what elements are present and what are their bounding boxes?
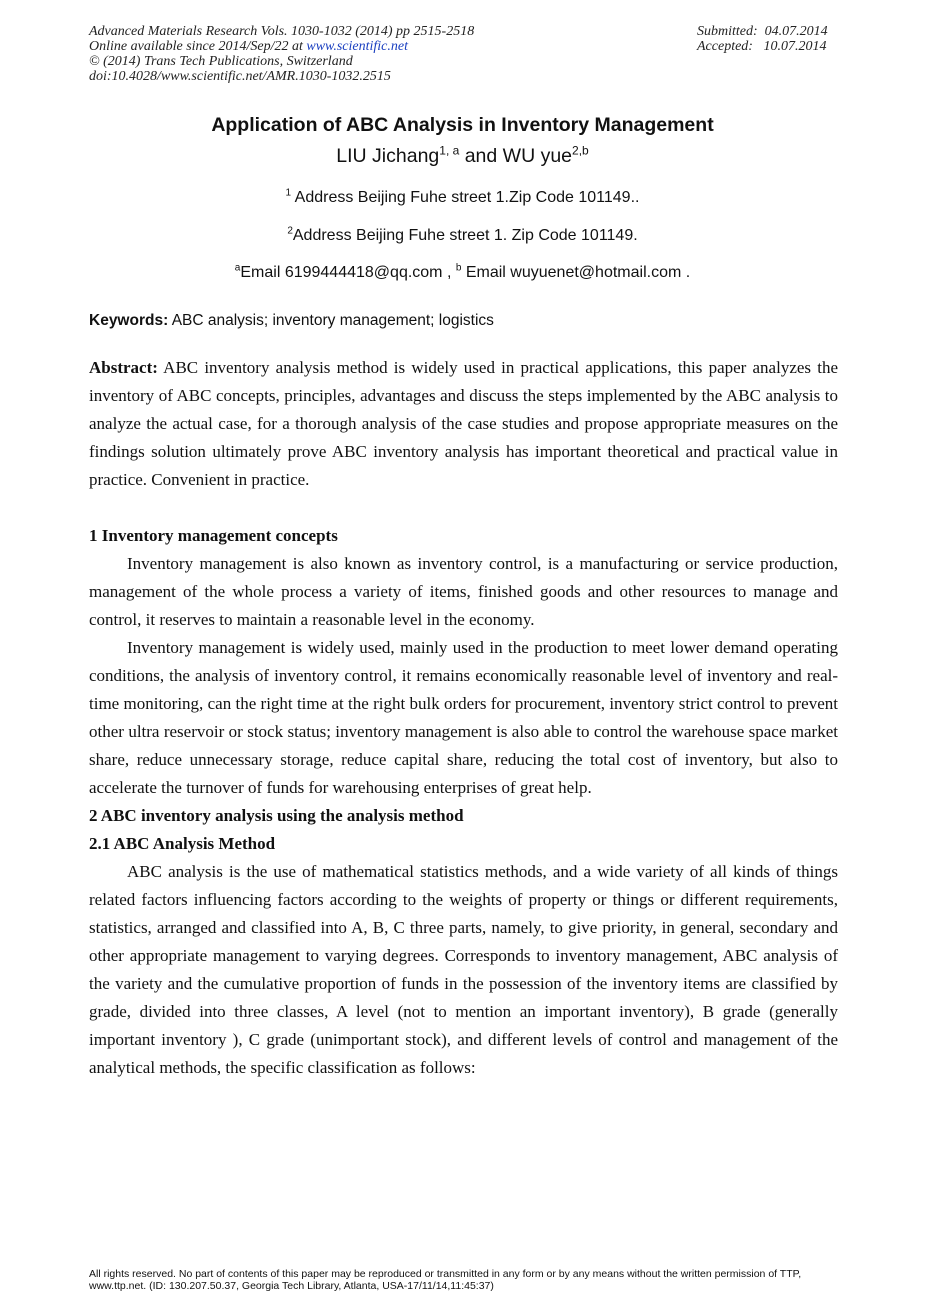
- section-1-paragraph-2: Inventory management is widely used, mainly used in the production to meet lower demand operating conditions, the analysis of inventory control, it remains economically reasonable level of inventory and real-time monitoring, can the right time at the right bulk orders for procurement, inventory strict control to prevent other ultra reservoir or stock status; inventory management is also able to control the warehouse space market share, reduce unnecessary storage, reduce capital share, reducing the total cost of inventory, but also to accelerate the turnover of funds for warehousing enterprises of great help.: [89, 638, 838, 797]
- author-1-superscript: 1, a: [439, 143, 460, 158]
- author-2: and WU yue: [459, 145, 573, 167]
- rights-footer: [89, 1268, 849, 1292]
- paper-title: Application of ABC Analysis in Inventory Management: [211, 114, 714, 136]
- section-1-paragraph-1: Inventory management is also known as inventory control, is a manufacturing or service production, management of the whole process a variety of items, finished goods and other resources to manage and control, it reserves to maintain a reasonable level in the economy.: [89, 554, 838, 629]
- journal-header: [89, 24, 649, 84]
- author-line: [0, 145, 925, 168]
- submission-dates: [697, 24, 857, 54]
- email-line: $^a$Email 6199444418@qq.com , $^b$ Email wuyuenet@hotmail.com .: [234, 262, 691, 281]
- abstract-label: Abstract:: [89, 358, 158, 377]
- submitted-date: Submitted: 04.07.2014: [697, 24, 828, 39]
- body-sections: [89, 522, 838, 1082]
- email-b: Email wuyuenet@hotmail.com .: [461, 264, 691, 281]
- copyright-line: © (2014) Trans Tech Publications, Switzerland: [89, 54, 353, 69]
- section-1-heading: 1 Inventory management concepts: [89, 526, 338, 545]
- online-availability: Online available since 2014/Sep/22 at www.scientific.net: [89, 39, 408, 54]
- author-1: LIU Jichang: [336, 145, 440, 167]
- keywords-label: Keywords:: [89, 312, 169, 329]
- section-2-1-heading: 2.1 ABC Analysis Method: [89, 834, 276, 853]
- footer-line-2: www.ttp.net. (ID: 130.207.50.37, Georgia Tech Library, Atlanta, USA-17/11/14,11:45:37): [89, 1280, 494, 1292]
- section-2-heading: 2 ABC inventory analysis using the analysis method: [89, 806, 464, 825]
- footer-line-1: All rights reserved. No part of contents of this paper may be reproduced or transmitted in any form or by any means without the written permission of TTP,: [89, 1268, 802, 1280]
- abstract-text: ABC inventory analysis method is widely used in practical applications, this paper analyzes the inventory of ABC concepts, principles, advantages and discuss the steps implemented by the ABC analysis to analyze the actual case, for a thorough analysis of the case studies and propose appropriate measures on the findings solution ultimately prove ABC inventory analysis has important theoretical and practical value in practice. Convenient in practice.: [89, 358, 838, 489]
- affiliation-2: $^2$Address Beijing Fuhe street 1. Zip Code 101149.: [287, 225, 638, 244]
- journal-citation: Advanced Materials Research Vols. 1030-1032 (2014) pp 2515-2518: [89, 24, 475, 39]
- section-2-1-paragraph-1: ABC analysis is the use of mathematical statistics methods, and a wide variety of all kinds of things related factors influencing factors according to the weights of property or things or different requirements, statistics, arranged and classified into A, B, C three parts, namely, to give priority, in general, secondary and other appropriate management to varying degrees. Corresponds to inventory management, ABC analysis of the variety and the cumulative proportion of funds in the possession of the inventory items are classified by grade, divided into three classes, A level (not to mention an important inventory), B grade (generally important inventory ), C grade (unimportant stock), and different levels of control and management of the analytical methods, the specific classification as follows:: [89, 862, 838, 1077]
- keywords-text: ABC analysis; inventory management; logistics: [168, 312, 494, 329]
- abstract: [89, 354, 838, 494]
- author-2-superscript: 2,b: [572, 143, 589, 158]
- accepted-date: Accepted: 10.07.2014: [697, 39, 827, 54]
- publisher-link[interactable]: www.scientific.net: [306, 39, 408, 54]
- email-a: Email 6199444418@qq.com ,: [240, 264, 456, 281]
- keywords: [89, 312, 849, 330]
- doi-line: doi:10.4028/www.scientific.net/AMR.1030-1032.2515: [89, 69, 391, 84]
- affiliation-1: $^1$ Address Beijing Fuhe street 1.Zip Code 101149..: [285, 187, 640, 206]
